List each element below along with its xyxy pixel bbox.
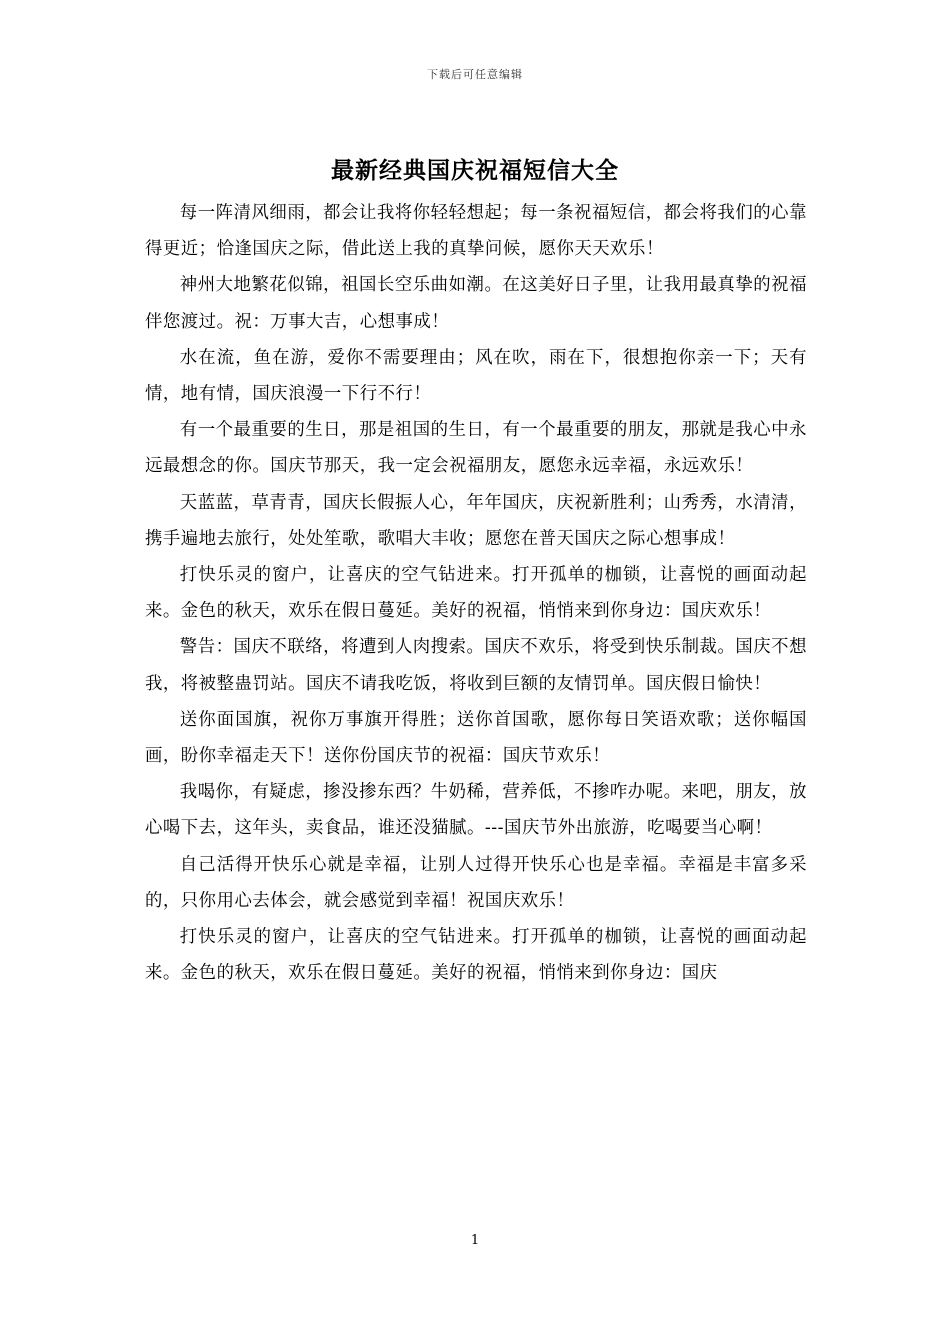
paragraph: 天蓝蓝，草青青，国庆长假振人心，年年国庆，庆祝新胜利；山秀秀，水清清，携手遍地去旅行，处处笙歌，歌唱大丰收；愿您在普天国庆之际心想事成！ (145, 492, 807, 549)
paragraph: 有一个最重要的生日，那是祖国的生日，有一个最重要的朋友，那就是我心中永远最想念的你。国庆节那天，我一定会祝福朋友，愿您永远幸福，永远欢乐！ (145, 420, 807, 477)
document-body (145, 195, 807, 991)
document-title: 最新经典国庆祝福短信大全 (331, 157, 619, 184)
paragraph: 打快乐灵的窗户，让喜庆的空气钻进来。打开孤单的枷锁，让喜悦的画面动起来。金色的秋天，欢乐在假日蔓延。美好的祝福，悄悄来到你身边：国庆欢乐！ (145, 565, 807, 622)
paragraph: 警告：国庆不联络，将遭到人肉搜索。国庆不欢乐，将受到快乐制裁。国庆不想我，将被整蛊罚站。国庆不请我吃饭，将收到巨额的友情罚单。国庆假日愉快！ (145, 637, 807, 694)
page-header: 下载后可任意编辑 (427, 68, 523, 81)
paragraph: 每一阵清风细雨，都会让我将你轻轻想起；每一条祝福短信，都会将我们的心靠得更近；恰逢国庆之际，借此送上我的真挚问候，愿你天天欢乐！ (145, 203, 807, 260)
paragraph: 水在流，鱼在游，爱你不需要理由；风在吹，雨在下，很想抱你亲一下；天有情，地有情，国庆浪漫一下行不行！ (145, 347, 807, 405)
page-number: 1 (470, 1233, 480, 1248)
paragraph: 神州大地繁花似锦，祖国长空乐曲如潮。在这美好日子里，让我用最真挚的祝福伴您渡过。祝：万事大吉，心想事成！ (145, 275, 807, 332)
paragraph: 送你面国旗，祝你万事旗开得胜；送你首国歌，愿你每日笑语欢歌；送你幅国画，盼你幸福走天下！送你份国庆节的祝福：国庆节欢乐！ (145, 709, 807, 767)
paragraph: 自己活得开快乐心就是幸福，让别人过得开快乐心也是幸福。幸福是丰富多采的，只你用心去体会，就会感觉到幸福！祝国庆欢乐！ (145, 854, 807, 911)
paragraph: 打快乐灵的窗户，让喜庆的空气钻进来。打开孤单的枷锁，让喜悦的画面动起来。金色的秋天，欢乐在假日蔓延。美好的祝福，悄悄来到你身边：国庆 (145, 927, 807, 984)
paragraph: 我喝你，有疑虑，掺没掺东西？牛奶稀，营养低，不掺咋办呢。来吧，朋友，放心喝下去，这年头，卖食品，谁还没猫腻。---国庆节外出旅游，吃喝要当心啊！ (145, 782, 807, 839)
